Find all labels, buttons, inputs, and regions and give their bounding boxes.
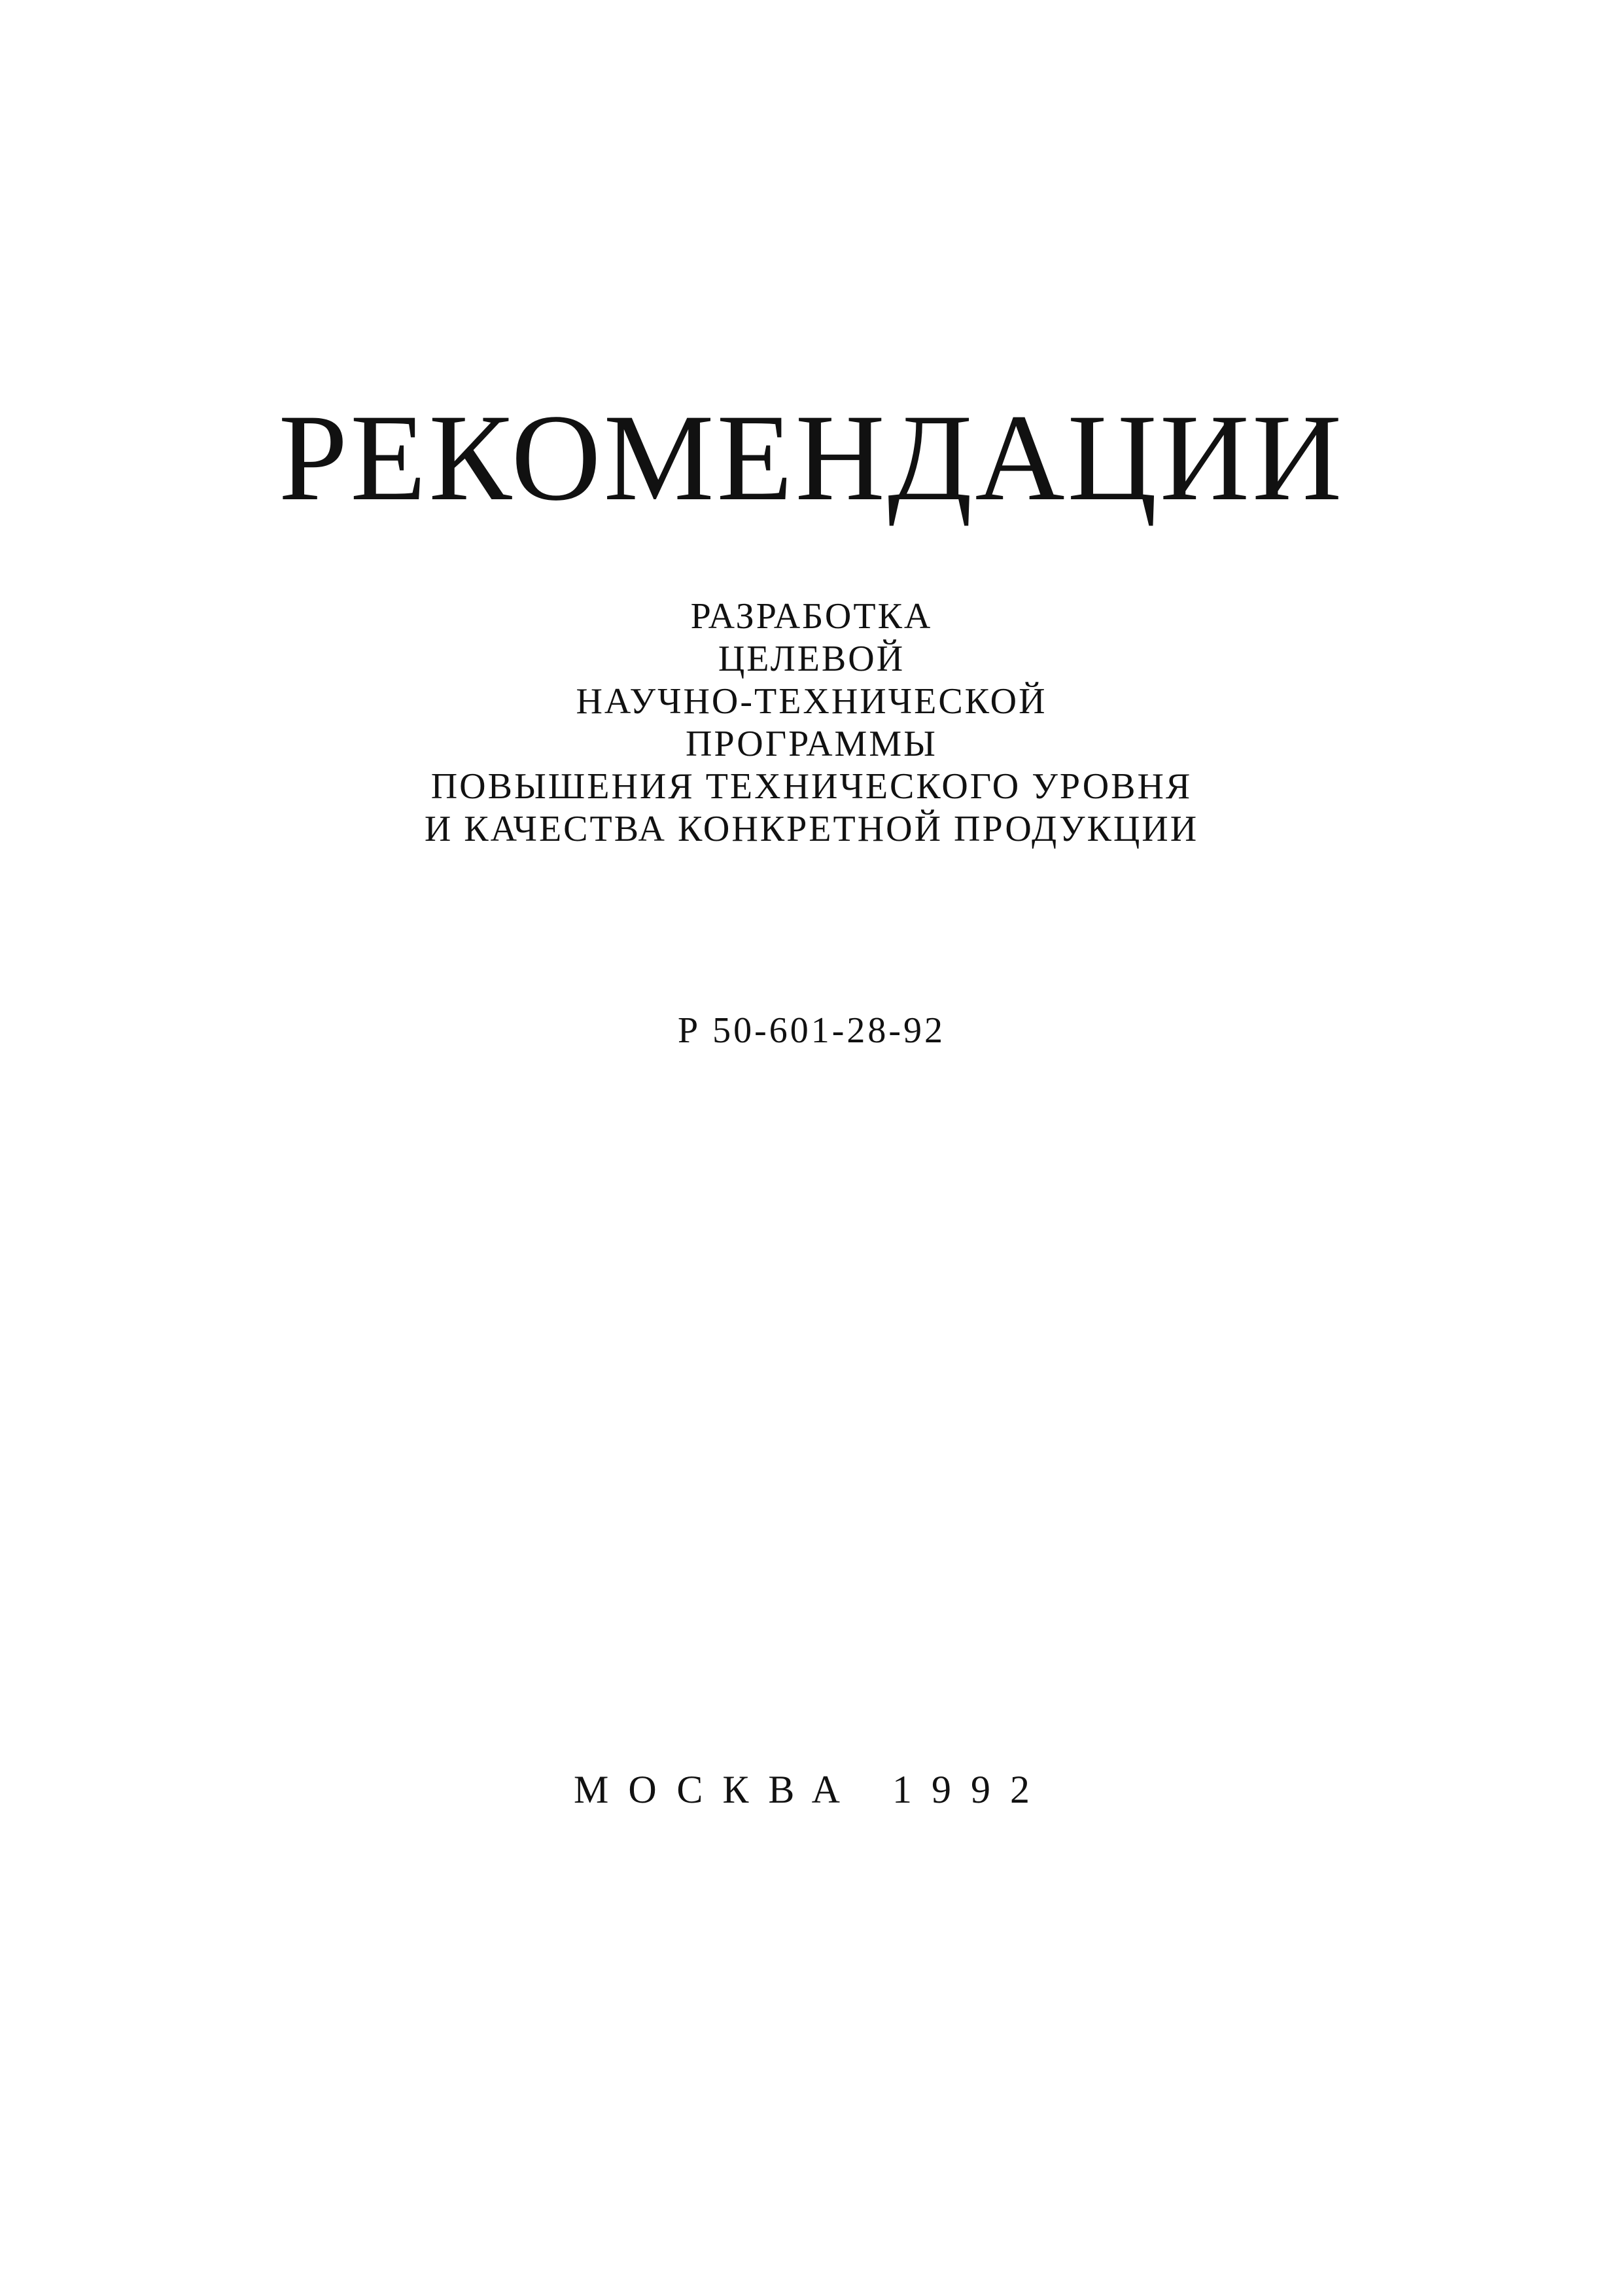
imprint: [0, 1767, 1623, 1812]
imprint-year: 1992: [892, 1768, 1050, 1811]
subtitle-line: НАУЧНО-ТЕХНИЧЕСКОЙ: [576, 681, 1047, 722]
subtitle-line: РАЗРАБОТКА: [690, 596, 933, 637]
subtitle-line: ПОВЫШЕНИЯ ТЕХНИЧЕСКОГО УРОВНЯ: [430, 766, 1193, 807]
document-subtitle: [0, 595, 1623, 851]
document-title: РЕКОМЕНДАЦИИ: [278, 389, 1345, 527]
imprint-city: МОСКВА: [573, 1768, 860, 1811]
subtitle-line: И КАЧЕСТВА КОНКРЕТНОЙ ПРОДУКЦИИ: [424, 809, 1199, 849]
subtitle-line: ЦЕЛЕВОЙ: [718, 639, 905, 679]
subtitle-line: ПРОГРАММЫ: [686, 724, 937, 764]
document-code: Р 50-601-28-92: [677, 1010, 946, 1051]
